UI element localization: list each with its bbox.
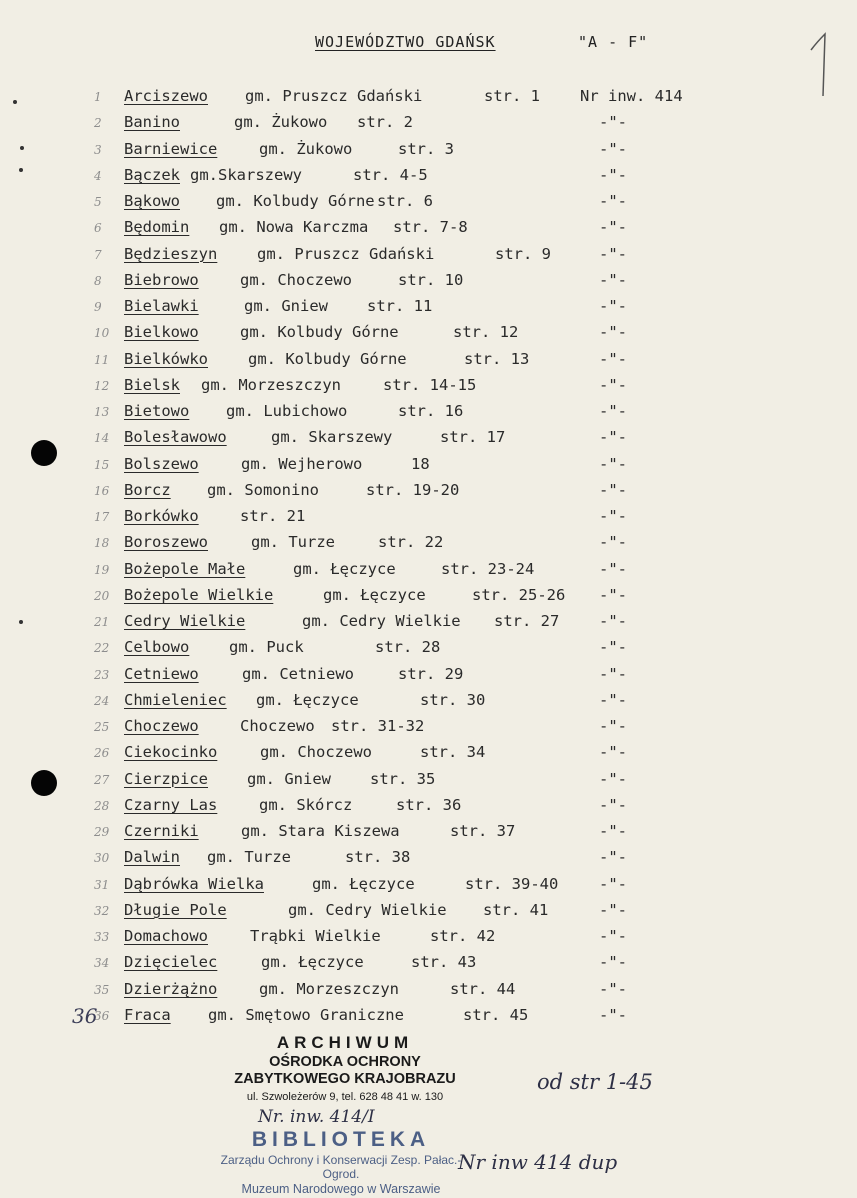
ditto-mark: -"- — [599, 848, 627, 867]
page-reference: str. 35 — [370, 769, 436, 788]
entry-row — [0, 87, 857, 113]
entry-number: 33 — [94, 930, 110, 944]
place-name: Cedry Wielkie — [124, 612, 246, 630]
entry-row — [0, 875, 857, 901]
page-reference: str. 13 — [464, 349, 530, 368]
entry-number: 13 — [94, 405, 110, 419]
place-name: Będomin — [124, 218, 190, 237]
place-name: Dzierżążno — [124, 979, 218, 998]
ditto-mark: -"- — [599, 717, 627, 735]
document-title: WOJEWÓDZTWO GDAŃSK — [315, 33, 496, 51]
page-reference: str. 9 — [495, 244, 551, 263]
place-name: Bielawki — [124, 297, 199, 315]
library-stamp-line-1: BIBLIOTEKA — [251, 1128, 431, 1151]
entry-row — [0, 953, 857, 979]
ditto-mark: -"- — [599, 349, 627, 368]
ditto-mark: -"- — [599, 822, 627, 840]
place-name: Bielsk — [124, 375, 180, 394]
municipality: gm. Łęczyce — [261, 953, 364, 972]
municipality: gm. Skórcz — [259, 795, 353, 814]
entry-row — [0, 770, 857, 796]
ditto-mark: -"- — [599, 612, 627, 630]
entry-number: 34 — [94, 956, 110, 971]
entry-row — [0, 140, 857, 166]
ditto-mark: -"- — [599, 428, 627, 447]
library-stamp — [206, 1128, 476, 1196]
entry-number: 8 — [94, 273, 102, 288]
place-name: Bączek — [124, 165, 180, 184]
municipality: gm. Kolbudy Górne — [240, 323, 399, 342]
municipality: gm. Łęczyce — [323, 585, 426, 604]
ditto-mark: -"- — [599, 218, 627, 237]
ditto-mark: -"- — [599, 244, 627, 263]
page-reference: str. 45 — [463, 1005, 529, 1024]
municipality: gm. Nowa Karczma — [219, 218, 369, 237]
place-name: Ciekocinko — [124, 743, 218, 762]
place-name: Chmieleniec — [124, 690, 227, 709]
municipality: gm. Turze — [251, 533, 335, 552]
page-reference: str. 7-8 — [393, 218, 468, 237]
ditto-mark: -"- — [599, 139, 627, 158]
entry-number: 31 — [94, 877, 110, 892]
page-reference: str. 11 — [367, 297, 433, 315]
entry-number: 3 — [94, 142, 102, 157]
place-name: Bietowo — [124, 402, 190, 420]
page-reference: str. 37 — [450, 822, 516, 840]
page-reference: str. 2 — [357, 113, 413, 132]
entry-row — [0, 796, 857, 822]
entry-number: 10 — [94, 326, 110, 341]
ditto-mark: -"- — [599, 375, 627, 394]
place-name: Bolszewo — [124, 454, 199, 473]
ditto-mark: -"- — [599, 402, 627, 420]
municipality: gm. Wejherowo — [241, 454, 363, 473]
entry-row — [0, 638, 857, 664]
ditto-mark: -"- — [599, 927, 627, 945]
entry-row — [0, 323, 857, 349]
inventory-number: Nr inw. 414 — [580, 87, 683, 105]
page-reference: str. 30 — [420, 690, 486, 709]
entry-number: 14 — [94, 431, 110, 446]
handwritten-side-number: 36 — [72, 1004, 98, 1028]
entry-row — [0, 271, 857, 297]
entry-row — [0, 743, 857, 769]
archive-stamp — [210, 1033, 480, 1103]
page-reference: str. 44 — [450, 979, 516, 998]
entry-number: 5 — [94, 195, 102, 209]
entry-row — [0, 350, 857, 376]
ditto-mark: -"- — [599, 900, 627, 919]
handwritten-bottom-note: Nr inw 414 dup — [458, 1150, 618, 1174]
place-name: Choczewo — [124, 717, 199, 735]
letter-range: "A - F" — [578, 33, 649, 51]
entry-row — [0, 612, 857, 638]
punch-hole — [31, 440, 57, 466]
municipality: gm. Cedry Wielkie — [288, 900, 447, 919]
entry-number: 26 — [94, 746, 110, 761]
entry-number: 27 — [94, 772, 110, 787]
entry-row — [0, 428, 857, 454]
place-name: Banino — [124, 113, 180, 132]
municipality: gm. Żukowo — [234, 113, 328, 132]
stamp-line-3: ZABYTKOWEGO KRAJOBRAZU — [234, 1071, 456, 1087]
page-reference: str. 31-32 — [331, 717, 425, 735]
entry-number: 7 — [94, 247, 102, 262]
municipality: gm. Łęczyce — [293, 559, 396, 578]
ditto-mark: -"- — [599, 953, 627, 972]
page-reference: str. 29 — [398, 664, 464, 683]
entry-row — [0, 717, 857, 743]
place-name: Borkówko — [124, 507, 199, 525]
entry-row — [0, 297, 857, 323]
entry-row — [0, 586, 857, 612]
entry-number: 24 — [94, 693, 110, 708]
place-name: Barniewice — [124, 139, 218, 158]
entry-number: 28 — [94, 798, 110, 813]
handwritten-inventory-note: Nr. inw. 414/I — [258, 1107, 375, 1127]
entry-number: 2 — [94, 116, 102, 131]
municipality: gm. Somonino — [207, 480, 319, 499]
entry-number: 23 — [94, 667, 110, 682]
margin-mark — [13, 100, 17, 104]
municipality: Trąbki Wielkie — [250, 927, 381, 945]
entry-row — [0, 245, 857, 271]
municipality: gm. Smętowo Graniczne — [208, 1005, 404, 1024]
place-name: Bolesławowo — [124, 428, 227, 447]
municipality: gm. Pruszcz Gdański — [245, 87, 423, 105]
ditto-mark: -"- — [599, 874, 627, 893]
page-reference: str. 16 — [398, 402, 464, 420]
page-reference: str. 38 — [345, 848, 411, 867]
page-reference: str. 17 — [440, 428, 506, 447]
place-name: Długie Pole — [124, 900, 227, 919]
entry-row — [0, 192, 857, 218]
page-reference: str. 22 — [378, 533, 444, 552]
place-name: Celbowo — [124, 638, 190, 657]
entry-number: 29 — [94, 825, 110, 839]
municipality: gm. Cetniewo — [242, 664, 354, 683]
entry-row — [0, 533, 857, 559]
place-name: Cierzpice — [124, 769, 208, 788]
municipality: gm. Łęczyce — [256, 690, 359, 709]
ditto-mark: -"- — [599, 454, 627, 473]
ditto-mark: -"- — [599, 533, 627, 552]
place-name: Będzieszyn — [124, 244, 218, 263]
entry-row — [0, 481, 857, 507]
page-reference: str. 21 — [240, 507, 306, 525]
margin-mark — [19, 620, 23, 624]
place-name: Dąbrówka Wielka — [124, 874, 264, 893]
entry-number: 20 — [94, 588, 110, 603]
place-name: Bożepole Małe — [124, 559, 246, 578]
place-name: Fraca — [124, 1005, 171, 1024]
page-reference: str. 27 — [494, 612, 560, 630]
library-stamp-line-2: Zarządu Ochrony i Konserwacji Zesp. Pałac.-Ogrod. — [220, 1153, 462, 1181]
municipality: gm. Morzeszczyn — [201, 375, 341, 394]
entry-row — [0, 927, 857, 953]
entry-number: 32 — [94, 903, 110, 918]
ditto-mark: -"- — [599, 1005, 627, 1024]
entry-row — [0, 665, 857, 691]
ditto-mark: -"- — [599, 270, 627, 289]
ditto-mark: -"- — [599, 690, 627, 709]
stamp-line-2: OŚRODKA OCHRONY — [269, 1054, 421, 1070]
entry-number: 18 — [94, 536, 110, 551]
entry-row — [0, 980, 857, 1006]
place-name: Bożepole Wielkie — [124, 585, 274, 604]
page-reference: str. 39-40 — [465, 874, 559, 893]
entry-number: 1 — [94, 90, 102, 104]
municipality: gm. Gniew — [244, 297, 328, 315]
ditto-mark: -"- — [599, 585, 627, 604]
entry-number: 17 — [94, 510, 110, 524]
page-reference: str. 3 — [398, 139, 454, 158]
page-reference: 18 — [411, 454, 430, 473]
page-reference: str. 10 — [398, 270, 464, 289]
page-reference: str. 1 — [484, 87, 540, 105]
municipality: gm. Stara Kiszewa — [241, 822, 400, 840]
entry-number: 6 — [94, 221, 102, 236]
page-reference: str. 19-20 — [366, 480, 460, 499]
place-name: Czerniki — [124, 822, 199, 840]
place-name: Dalwin — [124, 848, 180, 867]
entry-number: 12 — [94, 378, 110, 393]
entry-row — [0, 218, 857, 244]
municipality: gm. Choczewo — [260, 743, 372, 762]
place-name: Dzięcielec — [124, 953, 218, 972]
municipality: gm. Łęczyce — [312, 874, 415, 893]
municipality: Choczewo — [240, 717, 315, 735]
entry-number: 30 — [94, 851, 110, 866]
entry-number: 25 — [94, 720, 110, 734]
ditto-mark: -"- — [599, 664, 627, 683]
ditto-mark: -"- — [599, 297, 627, 315]
entry-row — [0, 691, 857, 717]
entry-number: 4 — [94, 168, 102, 183]
ditto-mark: -"- — [599, 323, 627, 342]
punch-hole — [31, 770, 57, 796]
place-name: Bielkówko — [124, 349, 208, 368]
page-reference: str. 28 — [375, 638, 441, 657]
page-reference: str. 14-15 — [383, 375, 477, 394]
place-name: Biebrowo — [124, 270, 199, 289]
entry-row — [0, 507, 857, 533]
entry-row — [0, 455, 857, 481]
ditto-mark: -"- — [599, 165, 627, 184]
entry-number: 21 — [94, 615, 110, 629]
entry-number: 36 — [94, 1008, 110, 1023]
ditto-mark: -"- — [599, 743, 627, 762]
ditto-mark: -"- — [599, 979, 627, 998]
entry-number: 35 — [94, 982, 110, 997]
place-name: Bąkowo — [124, 192, 180, 210]
municipality: gm. Żukowo — [259, 139, 353, 158]
library-stamp-line-3: Muzeum Narodowego w Warszawie — [241, 1182, 441, 1196]
entry-row — [0, 113, 857, 139]
ditto-mark: -"- — [599, 192, 627, 210]
place-name: Bielkowo — [124, 323, 199, 342]
page-reference: str. 41 — [483, 900, 549, 919]
page-reference: str. 4-5 — [353, 165, 428, 184]
municipality: gm. Kolbudy Górne — [248, 349, 407, 368]
entry-number: 16 — [94, 483, 110, 498]
municipality: gm. Kolbudy Górne — [216, 192, 375, 210]
page-reference: str. 36 — [396, 795, 462, 814]
entry-row — [0, 848, 857, 874]
ditto-mark: -"- — [599, 507, 627, 525]
municipality: gm. Puck — [229, 638, 304, 657]
handwritten-pages-note: od str 1-45 — [537, 1070, 653, 1094]
place-name: Boroszewo — [124, 533, 208, 552]
stamp-line-1: ARCHIWUM — [276, 1033, 414, 1052]
municipality: gm. Pruszcz Gdański — [257, 244, 435, 263]
place-name: Domachowo — [124, 927, 208, 945]
stamp-line-4: ul. Szwoleżerów 9, tel. 628 48 41 w. 130 — [246, 1091, 444, 1103]
ditto-mark: -"- — [599, 795, 627, 814]
place-name: Arciszewo — [124, 87, 208, 105]
page-reference: str. 25-26 — [472, 585, 566, 604]
page-reference: str. 6 — [377, 192, 433, 210]
entry-row — [0, 560, 857, 586]
entry-row — [0, 1006, 857, 1032]
margin-mark — [20, 146, 24, 150]
municipality: gm. Gniew — [247, 769, 331, 788]
municipality: gm. Cedry Wielkie — [302, 612, 461, 630]
entry-row — [0, 376, 857, 402]
ditto-mark: -"- — [599, 480, 627, 499]
ditto-mark: -"- — [599, 638, 627, 657]
margin-mark — [19, 168, 23, 172]
municipality: gm. Choczewo — [240, 270, 352, 289]
page-reference: str. 34 — [420, 743, 486, 762]
municipality: gm. Morzeszczyn — [259, 979, 399, 998]
entry-number: 15 — [94, 457, 110, 472]
ditto-mark: -"- — [599, 113, 627, 132]
ditto-mark: -"- — [599, 559, 627, 578]
municipality: gm. Lubichowo — [226, 402, 348, 420]
page-reference: str. 43 — [411, 953, 477, 972]
entry-number: 9 — [94, 300, 102, 314]
entry-row — [0, 822, 857, 848]
entry-number: 11 — [94, 352, 110, 367]
municipality: gm. Skarszewy — [271, 428, 393, 447]
page-reference: str. 23-24 — [441, 559, 535, 578]
place-name: Czarny Las — [124, 795, 218, 814]
place-name: Cetniewo — [124, 664, 199, 683]
page-reference: str. 42 — [430, 927, 496, 945]
municipality: gm.Skarszewy — [190, 165, 302, 184]
entry-number: 19 — [94, 562, 110, 577]
entry-row — [0, 402, 857, 428]
municipality: gm. Turze — [207, 848, 291, 867]
page-reference: str. 12 — [453, 323, 519, 342]
entry-row — [0, 166, 857, 192]
entry-row — [0, 901, 857, 927]
entry-number: 22 — [94, 641, 110, 656]
ditto-mark: -"- — [599, 769, 627, 788]
place-name: Borcz — [124, 480, 171, 499]
